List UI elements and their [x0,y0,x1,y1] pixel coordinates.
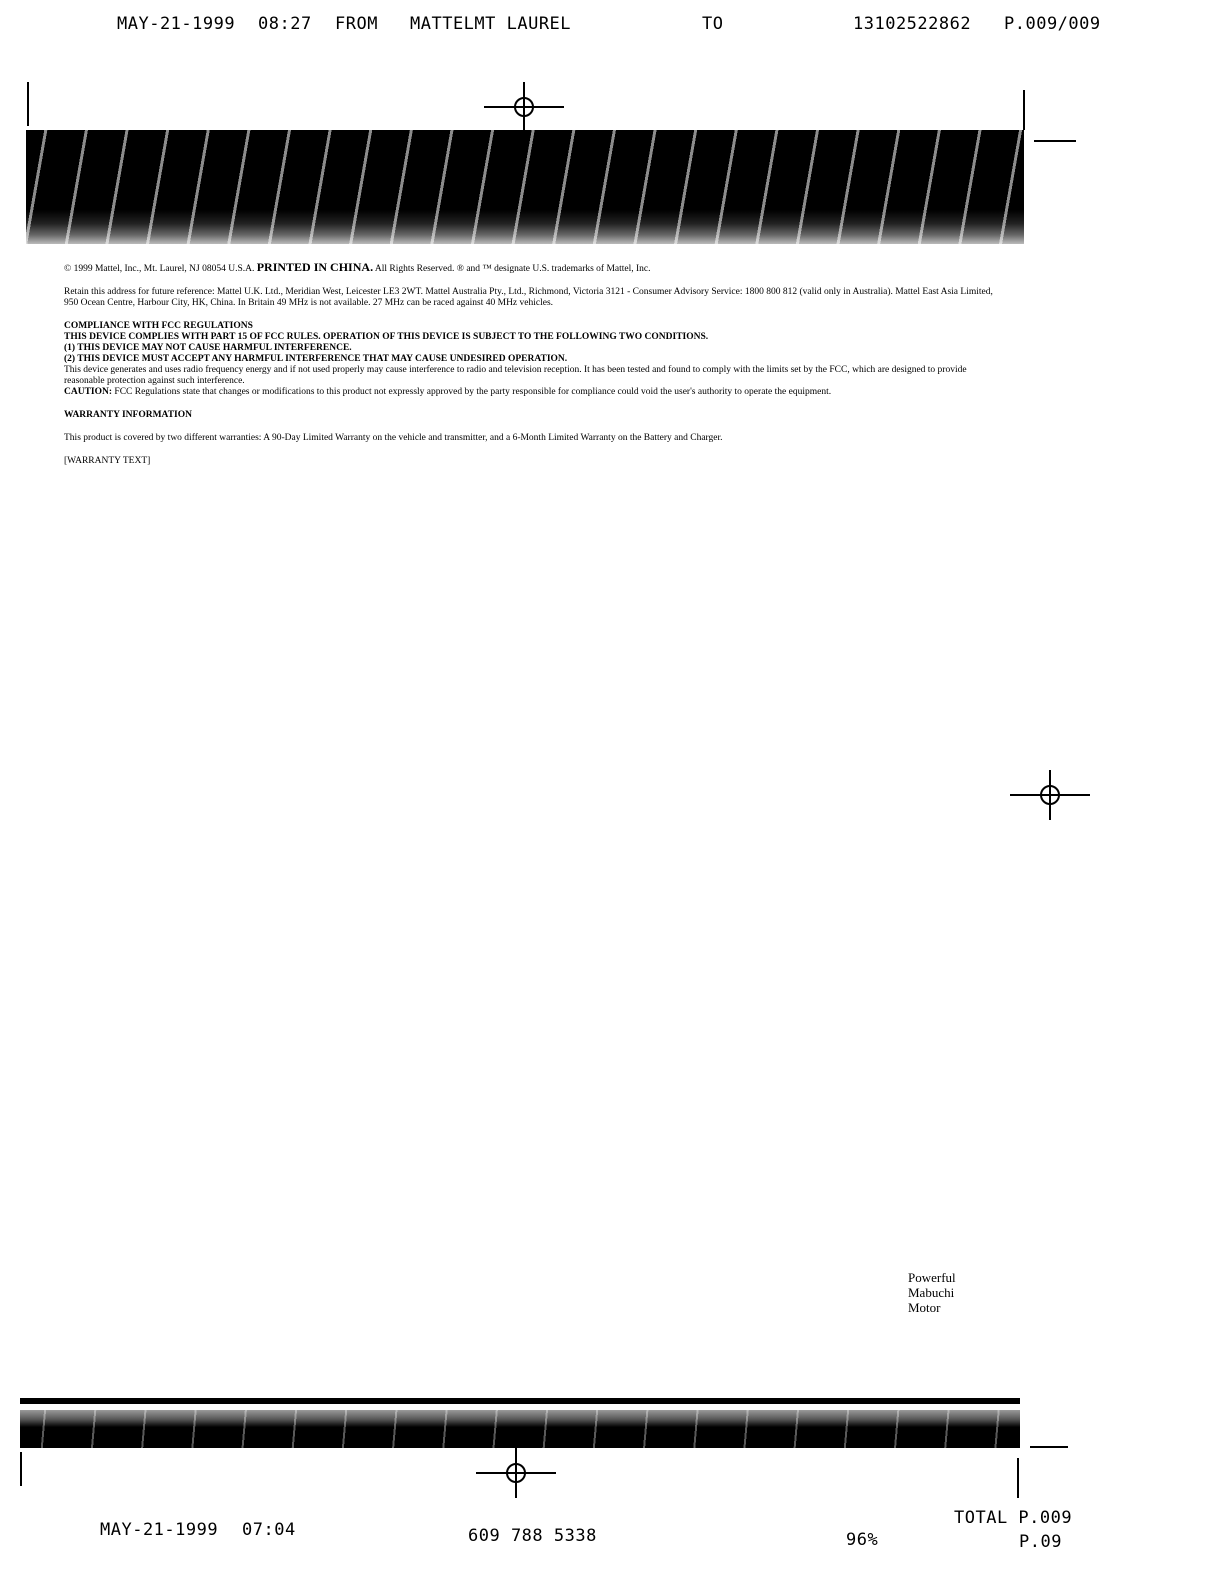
crop-line-bottom-left [20,1452,22,1486]
registration-mark-top-icon [484,82,564,132]
crop-line-right-bottom [1030,1446,1068,1448]
motor-label [908,1270,956,1315]
fax-header-time: 08:27 [258,14,312,34]
motor-label-line-2: Mabuchi [908,1285,955,1300]
motor-label-line-1: Powerful [908,1270,956,1285]
fcc-caution [64,387,994,398]
crop-line-bottom-right [1017,1458,1019,1498]
caution-label: CAUTION: [64,387,113,397]
fax-footer-page: P.09 [1019,1532,1062,1552]
warranty-text: This product is covered by two different warranties: A 90-Day Limited Warranty on the vehicle and transmitter, and a 6-Month Limited Warranty on the Battery and Charger. [64,433,723,443]
fax-footer-total: TOTAL P.009 [954,1508,1073,1528]
caution-text: FCC Regulations state that changes or modifications to this product not expressly approved by the party responsible for compliance could void the user's authority to operate the equipment. [114,387,832,397]
crop-line-right-top [1034,140,1076,142]
fax-footer-date: MAY-21-1999 [100,1520,219,1540]
warranty-heading: WARRANTY INFORMATION [64,410,192,420]
document-body [64,262,994,467]
fax-header-from-name: MATTELMT LAUREL [410,14,572,34]
fax-footer-phone: 609 788 5338 [468,1526,597,1546]
registration-mark-right-icon [1010,770,1090,820]
fax-header-date: MAY-21-1999 [117,14,236,34]
fcc-line-2: (1) THIS DEVICE MAY NOT CAUSE HARMFUL INTERFERENCE. [64,343,352,353]
printed-in-china: PRINTED IN CHINA. [256,260,374,274]
registration-mark-bottom-icon [476,1448,556,1498]
copyright-line [64,262,994,275]
fcc-line-1: THIS DEVICE COMPLIES WITH PART 15 OF FCC RULES. OPERATION OF THIS DEVICE IS SUBJECT TO THE FOLLOWING TWO CONDITIONS. [64,332,709,342]
crop-line-top-right [1023,90,1025,130]
fax-header-to-number: 13102522862 [853,14,972,34]
fax-footer-time: 07:04 [242,1520,296,1540]
address-notice: Retain this address for future reference: Mattel U.K. Ltd., Meridian West, Leicester LE3 2WT. Mattel Australia Pty., Ltd., Richmond, Victoria 3121 - Consumer Advisory Service: 1800 800 812 (valid only in Australia). Mattel East Asia Limited, 950 Ocean Centre, Harbour City, HK, China. In Britain 49 MHz is not available. 27 MHz can be raced against 40 MHz vehicles. [64,287,993,308]
fax-footer-percent: 96% [846,1530,879,1550]
fax-header-from-label: FROM [335,14,378,34]
bottom-black-rule [20,1398,1020,1404]
fcc-heading: COMPLIANCE WITH FCC REGULATIONS [64,321,253,331]
fcc-line-3: (2) THIS DEVICE MUST ACCEPT ANY HARMFUL INTERFERENCE THAT MAY CAUSE UNDESIRED OPERATION. [64,354,568,364]
bottom-black-banner [20,1410,1020,1448]
fcc-paragraph: This device generates and uses radio frequency energy and if not used properly may cause interference to radio and television reception. It has been tested and found to comply with the limits set by the FCC, which are designed to provide reasonable protection against such interference. [64,365,967,386]
copyright-prefix: © 1999 Mattel, Inc., Mt. Laurel, NJ 08054 U.S.A. [64,264,255,274]
fax-header-page: P.009/009 [1004,14,1101,34]
motor-label-line-3: Motor [908,1300,941,1315]
fax-header-to-label: TO [702,14,724,34]
warranty-placeholder: [WARRANTY TEXT] [64,456,151,466]
copyright-suffix: All Rights Reserved. ® and ™ designate U.S. trademarks of Mattel, Inc. [374,264,651,274]
crop-line-top-left [27,82,29,126]
top-black-banner [26,130,1024,244]
